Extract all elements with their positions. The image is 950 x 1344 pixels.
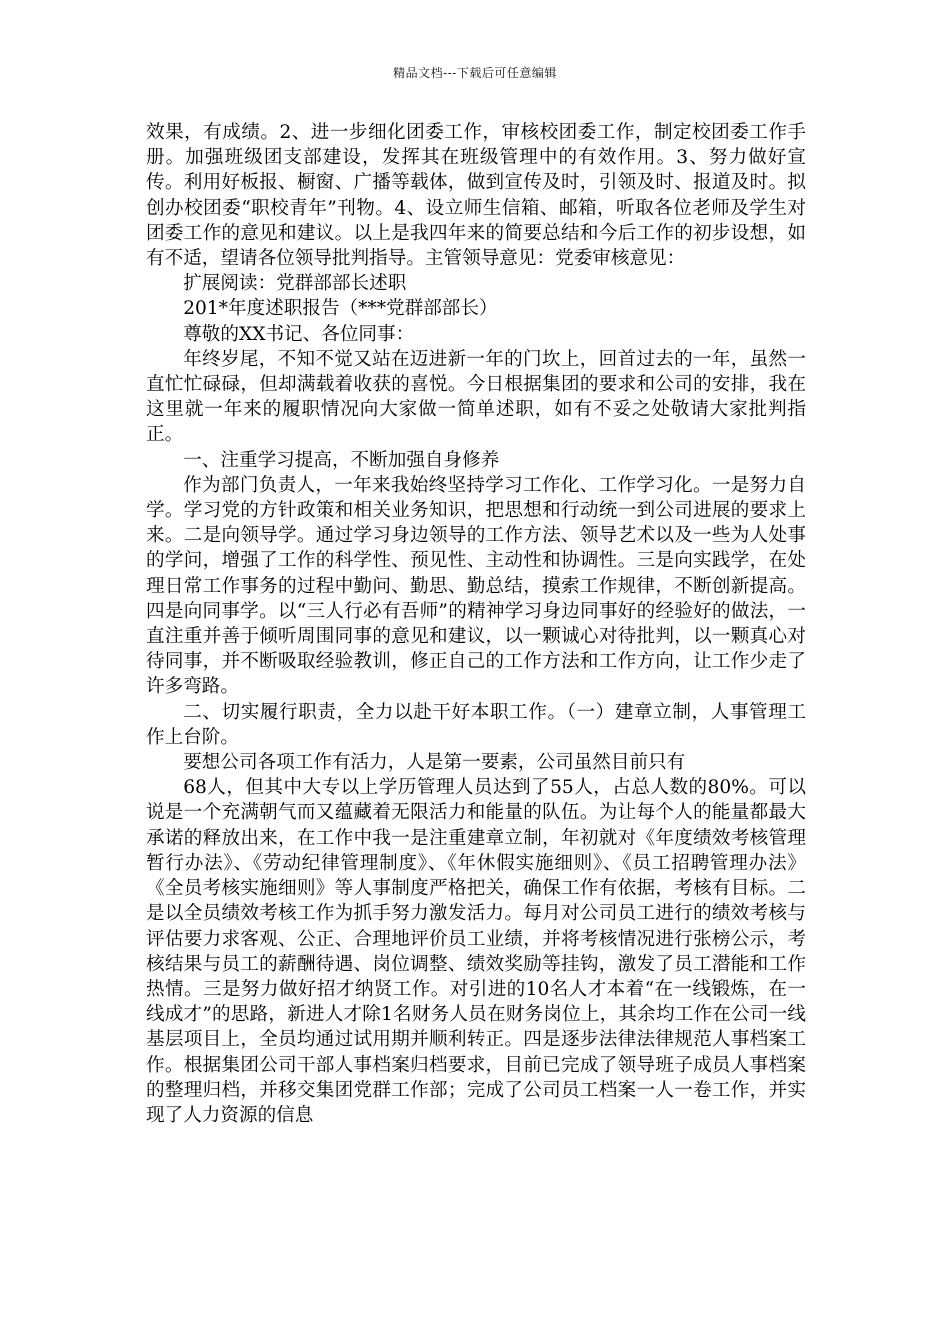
paragraph: 效果，有成绩。2、进一步细化团委工作，审核校团委工作，制定校团委工作手册。加强班级团支部建设，发挥其在班级管理中的有效作用。3、努力做好宣传。利用好板报、橱窗、广播等载体，做到宣传及时，引领及时、报道及时。拟创办校团委“职校青年”刊物。4、设立师生信箱、邮箱，听取各位老师及学生对团委工作的意见和建议。以上是我四年来的简要总结和今后工作的初步设想，如有不适，望请各位领导批判指导。主管领导意见：党委审核意见： xyxy=(146,122,806,270)
paragraph: 201*年度述职报告（***党群部部长） xyxy=(183,298,498,320)
section-heading: 一、注重学习提高，不断加强自身修养 xyxy=(183,449,500,471)
paragraph: 68人，但其中大专以上学历管理人员达到了55人，占总人数的80%。可以说是一个充满朝气而又蕴藏着无限活力和能量的队伍。为让每个人的能量都最大承诺的释放出来，在工作中我一是注重建章立制，年初就对《年度绩效考核管理暂行办法》、《劳动纪律管理制度》、《年休假实施细则》、《员工招聘管理办法》《全员考核实施细则》等人事制度严格把关，确保工作有依据，考核有目标。二是以全员绩效考核工作为抓手努力激发活力。每月对公司员工进行的绩效考核与评估要力求客观、公正、合理地评价员工业绩，并将考核情况进行张榜公示，考核结果与员工的薪酬待遇、岗位调整、绩效奖励等挂钩，激发了员工潜能和工作热情。三是努力做好招才纳贤工作。对引进的10名人才本着“在一线锻炼，在一线成才”的思路，新进人才除1名财务人员在财务岗位上，其余均工作在公司一线基层项目上，全员均通过试用期并顺利转正。四是逐步法律法律规范人事档案工作。根据集团公司干部人事档案归档要求，目前已完成了领导班子成员人事档案的整理归档，并移交集团党群工作部；完成了公司员工档案一人一卷工作，并实现了人力资源的信息 xyxy=(146,777,806,1126)
paragraph: 要想公司各项工作有活力，人是第一要素，公司虽然目前只有 xyxy=(183,752,686,774)
paragraph: 扩展阅读：党群部部长述职 xyxy=(183,273,407,295)
document-body xyxy=(146,120,806,1128)
paragraph: 尊敬的XX书记、各位同事： xyxy=(183,323,415,345)
paragraph: 年终岁尾，不知不觉又站在迈进新一年的门坎上，回首过去的一年，虽然一直忙忙碌碌，但却满载着收获的喜悦。今日根据集团的要求和公司的安排，我在这里就一年来的履职情况向大家做一简单述职，如有不妥之处敬请大家批判指正。 xyxy=(146,348,806,446)
section-heading: 二、切实履行职责，全力以赴干好本职工作。（一）建章立制，人事管理工作上台阶。 xyxy=(146,701,806,748)
page-header: 精品文档---下载后可任意编辑 xyxy=(393,66,557,80)
paragraph: 作为部门负责人，一年来我始终坚持学习工作化、工作学习化。一是努力自学。学习党的方针政策和相关业务知识，把思想和行动统一到公司进展的要求上来。二是向领导学。通过学习身边领导的工作方法、领导艺术以及一些为人处事的学问，增强了工作的科学性、预见性、主动性和协调性。三是向实践学，在处理日常工作事务的过程中勤问、勤思、勤总结，摸索工作规律，不断创新提高。四是向同事学。以“三人行必有吾师”的精神学习身边同事好的经验好的做法，一直注重并善于倾听周围同事的意见和建议，以一颗诚心对待批判，以一颗真心对待同事，并不断吸取经验教训，修正自己的工作方法和工作方向，让工作少走了许多弯路。 xyxy=(146,474,806,698)
